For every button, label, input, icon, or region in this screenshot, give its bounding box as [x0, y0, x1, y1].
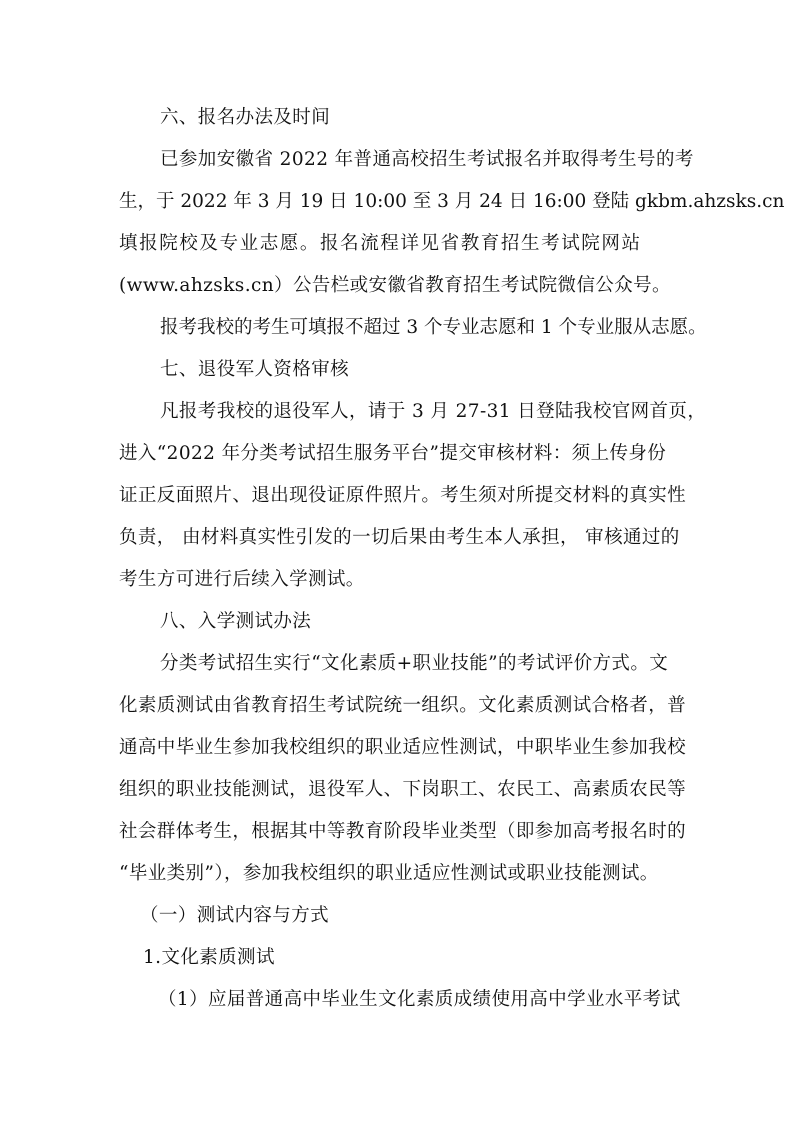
paragraph-line: “毕业类别”），参加我校组织的职业适应性测试或职业技能测试。: [119, 863, 659, 884]
section-heading-registration: 六、报名办法及时间: [160, 107, 331, 128]
paragraph-line: 已参加安徽省 2022 年普通高校招生考试报名并取得考生号的考: [160, 149, 694, 170]
section-heading-veteran-review: 七、退役军人资格审核: [160, 359, 350, 380]
paragraph-line: 报考我校的考生可填报不超过 3 个专业志愿和 1 个专业服从志愿。: [160, 317, 707, 338]
paragraph-line: (www.ahzsks.cn）公告栏或安徽省教育招生考试院微信公众号。: [119, 275, 671, 296]
subsection-heading-test-content: （一）测试内容与方式: [140, 905, 330, 926]
paragraph-line: 负责， 由材料真实性引发的一切后果由考生本人承担， 审核通过的: [119, 527, 680, 548]
paragraph-line: 社会群体考生，根据其中等教育阶段毕业类型（即参加高考报名时的: [119, 821, 687, 842]
paragraph-line: （1）应届普通高中毕业生文化素质成绩使用高中学业水平考试: [158, 989, 681, 1010]
paragraph-line: 生，于 2022 年 3 月 19 日 10:00 至 3 月 24 日 16:00 登陆 gkbm.ahzsks.cn: [119, 191, 785, 212]
paragraph-line: 填报院校及专业志愿。报名流程详见省教育招生考试院网站: [119, 233, 642, 254]
paragraph-line: 通高中毕业生参加我校组织的职业适应性测试，中职毕业生参加我校: [119, 737, 687, 758]
paragraph-line: 分类考试招生实行“文化素质+职业技能”的考试评价方式。文: [160, 653, 669, 674]
section-heading-admission-test: 八、入学测试办法: [160, 611, 312, 632]
paragraph-line: 证正反面照片、退出现役证原件照片。考生须对所提交材料的真实性: [119, 485, 687, 506]
paragraph-line: 化素质测试由省教育招生考试院统一组织。文化素质测试合格者，普: [119, 695, 687, 716]
item-heading-cultural-test: 1.文化素质测试: [143, 947, 275, 968]
paragraph-line: 考生方可进行后续入学测试。: [119, 569, 365, 590]
paragraph-line: 进入“2022 年分类考试招生服务平台”提交审核材料：须上传身份: [119, 443, 667, 464]
paragraph-line: 凡报考我校的退役军人，请于 3 月 27-31 日登陆我校官网首页，: [160, 401, 707, 422]
paragraph-line: 组织的职业技能测试，退役军人、下岗职工、农民工、高素质农民等: [119, 779, 687, 800]
